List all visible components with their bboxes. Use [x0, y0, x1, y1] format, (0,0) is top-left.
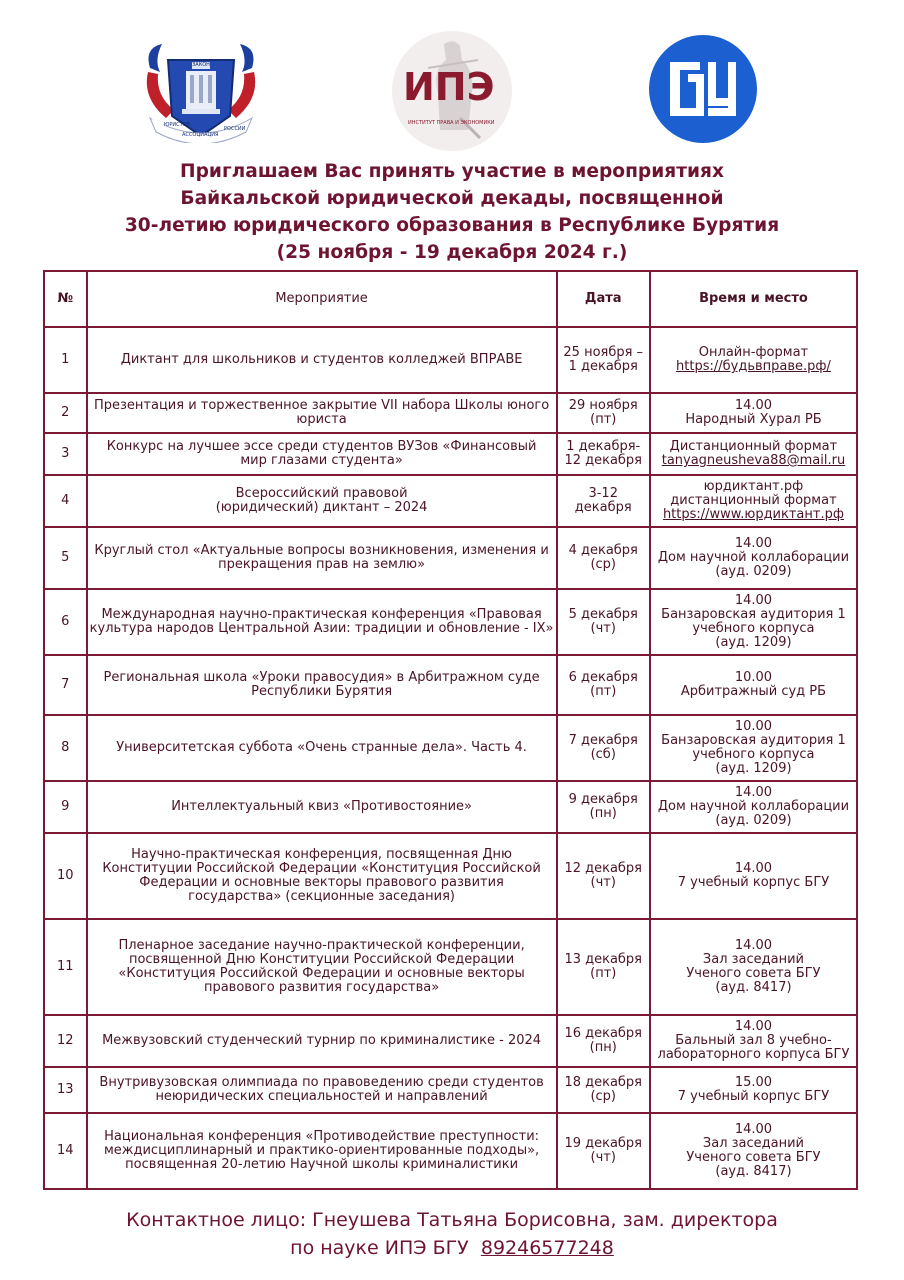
place-cell-line: 10.00	[734, 670, 773, 685]
date-cell	[557, 393, 650, 433]
date-cell-line: 12 декабря	[564, 861, 643, 876]
date-cell-line: (пт)	[590, 684, 617, 699]
date-cell	[557, 327, 650, 393]
table-row	[44, 589, 857, 655]
date-cell-line: (ср)	[590, 1089, 616, 1104]
place-cell-line: 14.00	[734, 593, 773, 608]
place-cell-line: (ауд. 1209)	[715, 761, 792, 776]
place-cell-line: 14.00	[734, 398, 773, 413]
contact-phone-link[interactable]: 89246577248	[480, 1237, 614, 1259]
date-cell-line: 25 ноября –	[563, 345, 644, 360]
row-number: 5	[44, 527, 87, 589]
date-cell-line: 6 декабря	[568, 670, 638, 685]
date-cell	[557, 655, 650, 715]
row-number: 9	[44, 781, 87, 833]
event-cell	[87, 655, 557, 715]
date-cell	[557, 833, 650, 919]
place-cell	[650, 1113, 857, 1189]
place-cell-line: 14.00	[734, 861, 773, 876]
event-cell	[87, 527, 557, 589]
table-row	[44, 1015, 857, 1067]
place-cell	[650, 475, 857, 527]
date-cell-line: 5 декабря	[568, 607, 638, 622]
date-cell-line: 18 декабря	[564, 1075, 643, 1090]
date-cell-line: 1 декабря-	[566, 439, 641, 454]
place-link[interactable]: tanyagneusheva88@mail.ru	[661, 453, 846, 468]
event-cell	[87, 715, 557, 781]
table-row	[44, 1113, 857, 1189]
event-cell	[87, 919, 557, 1015]
place-cell-line: 10.00	[734, 719, 773, 734]
place-cell-line: дистанционный формат	[670, 493, 837, 508]
place-cell-line: 14.00	[734, 1019, 773, 1034]
place-cell-line: Зал заседаний	[702, 1136, 805, 1151]
date-cell-line: (чт)	[590, 1150, 616, 1165]
place-cell-line: (ауд. 0209)	[715, 813, 792, 828]
table-row	[44, 327, 857, 393]
event-cell	[87, 1067, 557, 1113]
place-link[interactable]: https://будьвправе.рф/	[676, 359, 831, 374]
place-cell-line: Онлайн-формат	[698, 345, 809, 360]
place-cell	[650, 833, 857, 919]
event-cell-line: Всероссийский правовой	[235, 486, 408, 501]
row-number: 12	[44, 1015, 87, 1067]
date-cell-line: 13 декабря	[564, 952, 643, 967]
place-cell-line: Дом научной коллаборации	[657, 799, 850, 814]
event-cell-line: Научно-практическая конференция, посвященная Дню	[131, 847, 512, 862]
assoc-logo-text-2: ЮРИСТОВ	[164, 122, 191, 128]
place-cell	[650, 589, 857, 655]
table-row	[44, 833, 857, 919]
event-cell-line: Национальная конференция «Противодействие преступности:	[104, 1129, 540, 1144]
row-number: 3	[44, 433, 87, 475]
event-cell	[87, 833, 557, 919]
row-number: 8	[44, 715, 87, 781]
assoc-logo-text-3: АССОЦИАЦИЯ	[182, 132, 219, 138]
place-cell-line: 14.00	[734, 536, 773, 551]
event-cell	[87, 781, 557, 833]
place-cell-line: Банзаровская аудитория 1	[661, 733, 846, 748]
event-cell-line: Республики Бурятия	[251, 684, 393, 699]
date-cell-line: (чт)	[590, 621, 616, 636]
row-number: 6	[44, 589, 87, 655]
date-cell-line: 19 декабря	[564, 1136, 643, 1151]
place-link[interactable]: https://www.юрдиктант.рф	[662, 507, 844, 522]
place-cell	[650, 327, 857, 393]
event-cell-line: Круглый стол «Актуальные вопросы возникновения, изменения и	[94, 543, 549, 558]
row-number: 11	[44, 919, 87, 1015]
date-cell-line: (пн)	[589, 806, 617, 821]
row-number: 10	[44, 833, 87, 919]
place-cell-line: (ауд. 1209)	[715, 635, 792, 650]
ipe-logo	[388, 30, 516, 152]
row-number: 13	[44, 1067, 87, 1113]
table-header-row	[44, 271, 857, 327]
table-row	[44, 781, 857, 833]
title-line-4: (25 ноября - 19 декабря 2024 г.)	[276, 242, 628, 263]
place-cell	[650, 781, 857, 833]
place-cell-line: Ученого совета БГУ	[686, 1150, 821, 1165]
table-row	[44, 475, 857, 527]
title-line-2: Байкальской юридической декады, посвященной	[180, 188, 724, 209]
date-cell-line: (пт)	[590, 966, 617, 981]
place-cell-line: Дом научной коллаборации	[657, 550, 850, 565]
event-cell	[87, 393, 557, 433]
event-cell	[87, 327, 557, 393]
place-cell-line: (ауд. 8417)	[715, 980, 792, 995]
place-cell-line: учебного корпуса	[692, 621, 815, 636]
date-cell-line: (пт)	[590, 412, 617, 427]
association-lawyers-logo	[140, 38, 262, 143]
table-row	[44, 393, 857, 433]
header-date: Дата	[557, 271, 650, 327]
place-cell-line: Банзаровская аудитория 1	[661, 607, 846, 622]
date-cell	[557, 781, 650, 833]
row-number: 1	[44, 327, 87, 393]
event-cell-line: Внутривузовская олимпиада по правоведению среди студентов	[99, 1075, 544, 1090]
place-cell-line: 7 учебный корпус БГУ	[677, 875, 830, 890]
event-cell-line: «Конституция Российской Федерации и основные векторы	[118, 966, 525, 981]
row-number: 4	[44, 475, 87, 527]
ipe-logo-subtitle: ИНСТИТУТ ПРАВА И ЭКОНОМИКИ	[408, 120, 495, 126]
contact-line-1: Контактное лицо: Гнеушева Татьяна Борисовна, зам. директора	[126, 1209, 778, 1231]
event-cell-line: междисциплинарный и практико-ориентированные подходы»,	[103, 1143, 540, 1158]
date-cell-line: 1 декабря	[568, 359, 638, 374]
event-cell-line: Диктант для школьников и студентов колледжей ВПРАВЕ	[120, 352, 523, 367]
date-cell-line: (пн)	[589, 1040, 617, 1055]
date-cell	[557, 527, 650, 589]
place-cell-line: (ауд. 8417)	[715, 1164, 792, 1179]
date-cell-line: 16 декабря	[564, 1026, 643, 1041]
event-cell-line: Пленарное заседание научно-практической конференции,	[118, 938, 525, 953]
date-cell	[557, 1113, 650, 1189]
table-row	[44, 715, 857, 781]
place-cell-line: Бальный зал 8 учебно-	[675, 1033, 832, 1048]
contact-line-2	[60, 1234, 844, 1262]
event-cell-line: Университетская суббота «Очень странные дела». Часть 4.	[116, 740, 527, 755]
date-cell	[557, 433, 650, 475]
title-line-3: 30-летию юридического образования в Республике Бурятия	[124, 215, 780, 236]
place-cell	[650, 433, 857, 475]
date-cell	[557, 475, 650, 527]
date-cell	[557, 919, 650, 1015]
place-cell-line: (ауд. 0209)	[715, 564, 792, 579]
place-cell-line: лабораторного корпуса БГУ	[657, 1047, 850, 1062]
invitation-title	[60, 158, 844, 266]
events-table	[43, 270, 858, 1190]
place-cell	[650, 527, 857, 589]
table-row	[44, 919, 857, 1015]
event-cell-line: мир глазами студента»	[240, 453, 403, 468]
event-cell-line: Международная научно-практическая конференция «Правовая	[101, 607, 542, 622]
date-cell-line: 12 декабря	[564, 453, 643, 468]
event-cell-line: правового развития государства»	[203, 980, 440, 995]
title-line-1: Приглашаем Вас принять участие в мероприятиях	[180, 161, 724, 182]
event-cell-line: Конкурс на лучшее эссе среди студентов ВУЗов «Финансовый	[106, 439, 537, 454]
event-cell-line: Интеллектуальный квиз «Противостояние»	[171, 799, 472, 814]
place-cell-line: 7 учебный корпус БГУ	[677, 1089, 830, 1104]
contact-info	[60, 1206, 844, 1262]
date-cell-line: 29 ноября	[568, 398, 638, 413]
table-row	[44, 433, 857, 475]
assoc-logo-text-4: РОССИИ	[224, 126, 246, 132]
logo-bar	[0, 0, 904, 150]
date-cell	[557, 589, 650, 655]
place-cell	[650, 919, 857, 1015]
place-cell-line: Ученого совета БГУ	[686, 966, 821, 981]
place-cell	[650, 1015, 857, 1067]
place-cell	[650, 1067, 857, 1113]
date-cell	[557, 715, 650, 781]
event-cell-line: (юридический) диктант – 2024	[215, 500, 428, 515]
place-cell-line: Дистанционный формат	[669, 439, 838, 454]
place-cell-line: 14.00	[734, 1122, 773, 1137]
event-cell	[87, 1113, 557, 1189]
event-cell-line: посвященной Дню Конституции Российской Федерации	[128, 952, 515, 967]
place-cell-line: юрдиктант.рф	[703, 479, 804, 494]
event-cell-line: Межвузовский студенческий турнир по криминалистике - 2024	[102, 1033, 542, 1048]
date-cell	[557, 1067, 650, 1113]
place-cell	[650, 715, 857, 781]
event-cell-line: прекращения прав на землю»	[218, 557, 426, 572]
event-cell	[87, 589, 557, 655]
date-cell-line: 3-12 декабря	[574, 486, 632, 515]
event-cell-line: Презентация и торжественное закрытие VII набора Школы юного	[93, 398, 550, 413]
date-cell-line: (чт)	[590, 875, 616, 890]
row-number: 7	[44, 655, 87, 715]
place-cell-line: Зал заседаний	[702, 952, 805, 967]
contact-line-2-prefix: по науке ИПЭ БГУ	[290, 1237, 469, 1259]
header-num: №	[44, 271, 87, 327]
place-cell	[650, 655, 857, 715]
date-cell-line: 4 декабря	[568, 543, 638, 558]
date-cell-line: (ср)	[590, 557, 616, 572]
event-cell-line: Региональная школа «Уроки правосудия» в Арбитражном суде	[103, 670, 540, 685]
row-number: 2	[44, 393, 87, 433]
event-cell-line: посвященная 20-летию Научной школы криминалистики	[125, 1157, 519, 1172]
table-row	[44, 1067, 857, 1113]
date-cell-line: 9 декабря	[568, 792, 638, 807]
date-cell	[557, 1015, 650, 1067]
place-cell-line: 14.00	[734, 938, 773, 953]
header-event: Мероприятие	[87, 271, 557, 327]
bgu-logo	[644, 34, 762, 144]
place-cell-line: учебного корпуса	[692, 747, 815, 762]
event-cell	[87, 475, 557, 527]
row-number: 14	[44, 1113, 87, 1189]
table-row	[44, 527, 857, 589]
event-cell	[87, 1015, 557, 1067]
event-cell	[87, 433, 557, 475]
assoc-logo-text-1: ЗАКОН	[192, 62, 210, 68]
place-cell-line: Арбитражный суд РБ	[680, 684, 827, 699]
place-cell-line: Народный Хурал РБ	[685, 412, 822, 427]
date-cell-line: 7 декабря	[568, 733, 638, 748]
place-cell-line: 14.00	[734, 785, 773, 800]
event-cell-line: культура народов Центральной Азии: традиции и обновление - IX»	[89, 621, 554, 636]
event-cell-line: Федерации и основные векторы правового развития	[139, 875, 504, 890]
place-cell-line: 15.00	[734, 1075, 773, 1090]
place-cell	[650, 393, 857, 433]
date-cell-line: (сб)	[590, 747, 616, 762]
event-cell-line: юриста	[296, 412, 347, 427]
event-cell-line: государства» (секционные заседания)	[188, 889, 455, 904]
event-cell-line: Конституции Российской Федерации «Конституция Российской	[102, 861, 541, 876]
ipe-logo-mark: ИПЭ	[403, 65, 495, 109]
event-cell-line: неюридических специальностей и направлений	[155, 1089, 488, 1104]
table-row	[44, 655, 857, 715]
header-place: Время и место	[650, 271, 857, 327]
